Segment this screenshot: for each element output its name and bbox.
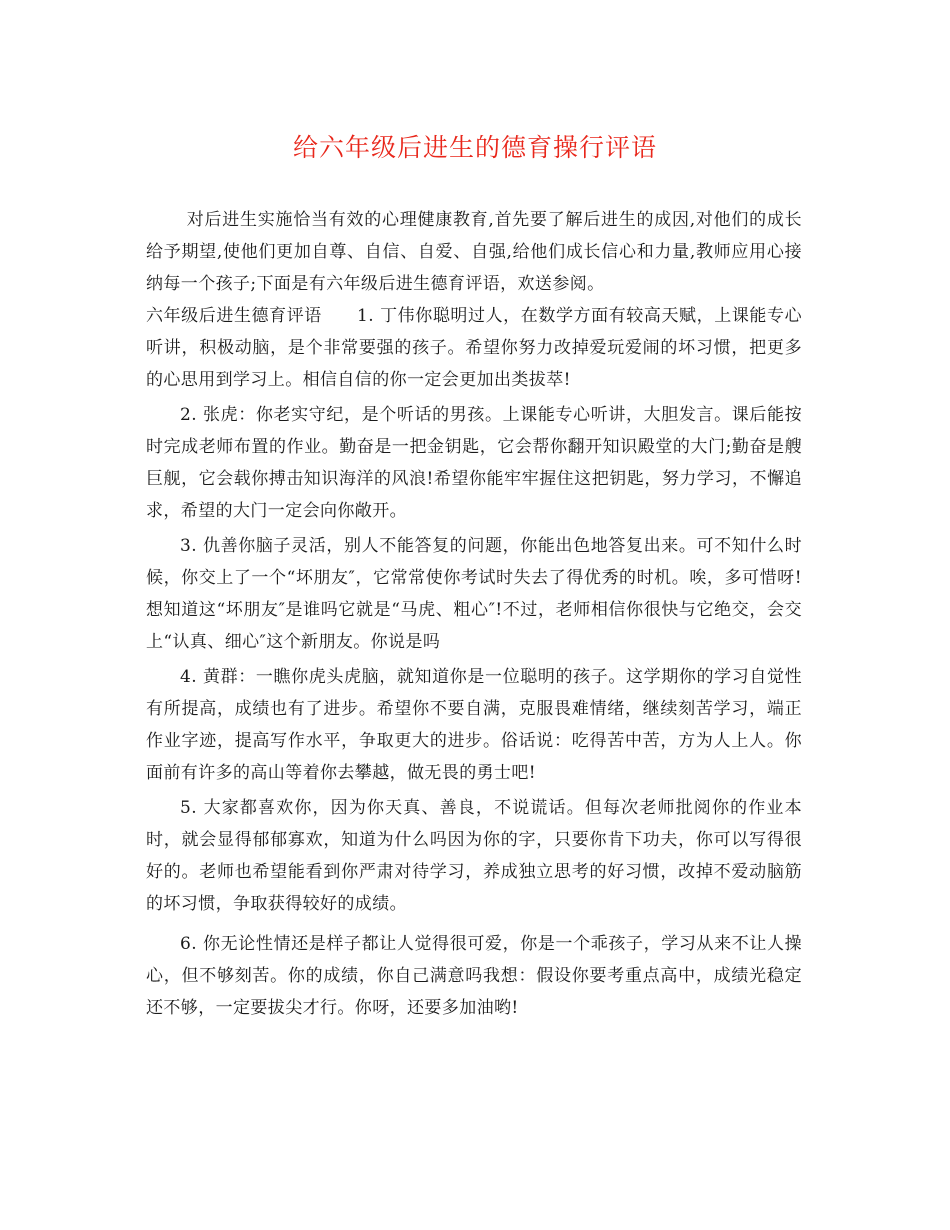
comment-paragraph-1: 六年级后进生德育评语 1. 丁伟你聪明过人，在数学方面有较高天赋，上课能专心听讲，积极动脑，是个非常要强的孩子。希望你努力改掉爱玩爱闹的坏习惯，把更多的心思用到学习上。相信自信的你一定会更加出类拔萃! [146, 306, 802, 390]
document-title: 给六年级后进生的德育操行评语 [292, 133, 657, 162]
comment-paragraph-4: 4. 黄群：一瞧你虎头虎脑，就知道你是一位聪明的孩子。这学期你的学习自觉性有所提高，成绩也有了进步。希望你不要自满，克服畏难情绪，继续刻苦学习，端正作业字迹，提高写作水平，争取更大的进步。俗话说：吃得苦中苦，方为人上人。你面前有许多的高山等着你去攀越，做无畏的勇士吧! [146, 667, 802, 783]
intro-paragraph: 对后进生实施恰当有效的心理健康教育,首先要了解后进生的成因,对他们的成长给予期望,使他们更加自尊、自信、自爱、自强,给他们成长信心和力量,教师应用心接纳每一个孩子;下面是有六年级后进生德育评语，欢送参阅。 [146, 210, 802, 294]
comment-paragraph-2: 2. 张虎：你老实守纪，是个听话的男孩。上课能专心听讲，大胆发言。课后能按时完成老师布置的作业。勤奋是一把金钥匙，它会帮你翻开知识殿堂的大门;勤奋是艘巨舰，它会载你搏击知识海洋的风浪!希望你能牢牢握住这把钥匙，努力学习，不懈追求，希望的大门一定会向你敞开。 [146, 405, 802, 521]
document-body [146, 204, 802, 1024]
comment-paragraph-6: 6. 你无论性情还是样子都让人觉得很可爱，你是一个乖孩子，学习从来不让人操心，但不够刻苦。你的成绩，你自己满意吗我想：假设你要考重点高中，成绩光稳定还不够，一定要拔尖才行。你呀，还要多加油哟! [146, 934, 802, 1018]
comment-paragraph-5: 5. 大家都喜欢你，因为你天真、善良，不说谎话。但每次老师批阅你的作业本时，就会显得郁郁寡欢，知道为什么吗因为你的字，只要你肯下功夫，你可以写得很好的。老师也希望能看到你严肃对待学习，养成独立思考的好习惯，改掉不爱动脑筋的坏习惯，争取获得较好的成绩。 [146, 798, 802, 914]
comment-paragraph-3: 3. 仇善你脑子灵活，别人不能答复的问题，你能出色地答复出来。可不知什么时候，你交上了一个“坏朋友″，它常常使你考试时失去了得优秀的时机。唉，多可惜呀!想知道这“坏朋友″是谁吗它就是“马虎、粗心″!不过，老师相信你很快与它绝交，会交上“认真、细心″这个新朋友。你说是吗 [146, 536, 802, 652]
